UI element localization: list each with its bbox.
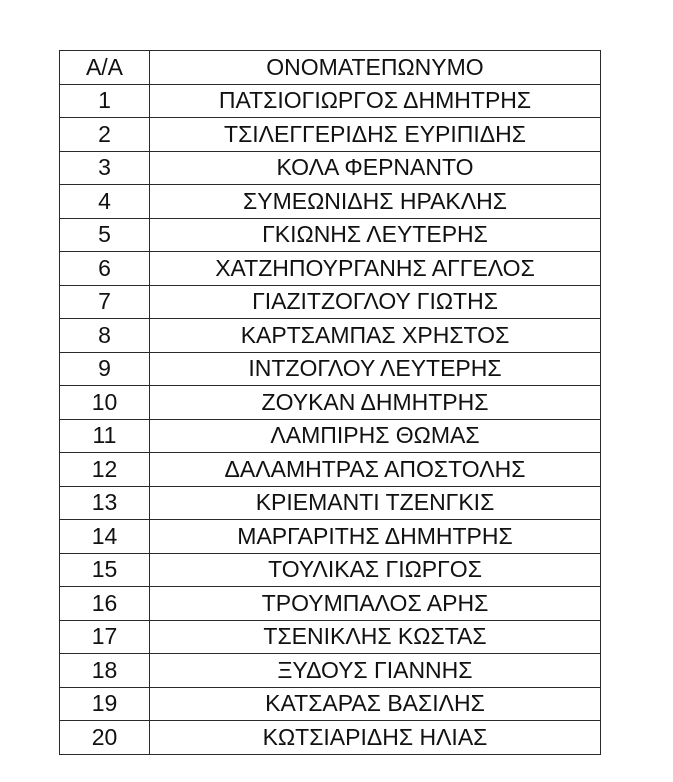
row-name: ΖΟΥΚΑΝ ΔΗΜΗΤΡΗΣ [150, 386, 601, 420]
row-name: ΜΑΡΓΑΡΙΤΗΣ ΔΗΜΗΤΡΗΣ [150, 520, 601, 554]
row-number: 8 [60, 319, 150, 353]
row-name: ΓΙΑΖΙΤΖΟΓΛΟΥ ΓΙΩΤΗΣ [150, 285, 601, 319]
table-row [60, 218, 601, 252]
table-row [60, 721, 601, 755]
row-number: 12 [60, 453, 150, 487]
table-row [60, 486, 601, 520]
row-number: 10 [60, 386, 150, 420]
row-name: ΤΡΟΥΜΠΑΛΟΣ ΑΡΗΣ [150, 587, 601, 621]
table-row [60, 319, 601, 353]
header-name: ΟΝΟΜΑΤΕΠΩΝΥΜΟ [150, 51, 601, 85]
table-row [60, 386, 601, 420]
table-row [60, 285, 601, 319]
table-row [60, 84, 601, 118]
row-number: 9 [60, 352, 150, 386]
row-number: 20 [60, 721, 150, 755]
row-name: ΣΥΜΕΩΝΙΔΗΣ ΗΡΑΚΛΗΣ [150, 185, 601, 219]
table-row [60, 654, 601, 688]
row-name: ΙΝΤΖΟΓΛΟΥ ΛΕΥΤΕΡΗΣ [150, 352, 601, 386]
table-row [60, 620, 601, 654]
row-name: ΤΣΙΛΕΓΓΕΡΙΔΗΣ ΕΥΡΙΠΙΔΗΣ [150, 118, 601, 152]
table-row [60, 587, 601, 621]
row-name: ΚΡΙΕΜΑΝΤΙ ΤΖΕΝΓΚΙΣ [150, 486, 601, 520]
row-name: ΓΚΙΩΝΗΣ ΛΕΥΤΕΡΗΣ [150, 218, 601, 252]
row-number: 5 [60, 218, 150, 252]
table-row [60, 352, 601, 386]
row-number: 14 [60, 520, 150, 554]
row-name: ΤΟΥΛΙΚΑΣ ΓΙΩΡΓΟΣ [150, 553, 601, 587]
row-number: 15 [60, 553, 150, 587]
row-number: 16 [60, 587, 150, 621]
row-number: 17 [60, 620, 150, 654]
header-number: Α/Α [60, 51, 150, 85]
row-name: ΤΣΕΝΙΚΛΗΣ ΚΩΣΤΑΣ [150, 620, 601, 654]
row-number: 19 [60, 687, 150, 721]
row-name: ΠΑΤΣΙΟΓΙΩΡΓΟΣ ΔΗΜΗΤΡΗΣ [150, 84, 601, 118]
row-number: 3 [60, 151, 150, 185]
table-row [60, 151, 601, 185]
table-header [60, 51, 601, 85]
row-number: 4 [60, 185, 150, 219]
row-number: 18 [60, 654, 150, 688]
table-row [60, 252, 601, 286]
table-row [60, 118, 601, 152]
table-row [60, 419, 601, 453]
row-name: ΔΑΛΑΜΗΤΡΑΣ ΑΠΟΣΤΟΛΗΣ [150, 453, 601, 487]
header-row [60, 51, 601, 85]
row-name: ΞΥΔΟΥΣ ΓΙΑΝΝΗΣ [150, 654, 601, 688]
row-name: ΚΑΤΣΑΡΑΣ ΒΑΣΙΛΗΣ [150, 687, 601, 721]
row-name: ΛΑΜΠΙΡΗΣ ΘΩΜΑΣ [150, 419, 601, 453]
row-number: 11 [60, 419, 150, 453]
row-name: ΚΑΡΤΣΑΜΠΑΣ ΧΡΗΣΤΟΣ [150, 319, 601, 353]
table-row [60, 687, 601, 721]
row-number: 2 [60, 118, 150, 152]
table-row [60, 520, 601, 554]
table-body [60, 84, 601, 754]
row-name: ΧΑΤΖΗΠΟΥΡΓΑΝΗΣ ΑΓΓΕΛΟΣ [150, 252, 601, 286]
row-number: 1 [60, 84, 150, 118]
roster-table [59, 50, 601, 755]
row-number: 13 [60, 486, 150, 520]
row-number: 7 [60, 285, 150, 319]
table-row [60, 553, 601, 587]
row-name: ΚΩΤΣΙΑΡΙΔΗΣ ΗΛΙΑΣ [150, 721, 601, 755]
table-row [60, 453, 601, 487]
row-name: ΚΟΛΑ ΦΕΡΝΑΝΤΟ [150, 151, 601, 185]
row-number: 6 [60, 252, 150, 286]
table-row [60, 185, 601, 219]
